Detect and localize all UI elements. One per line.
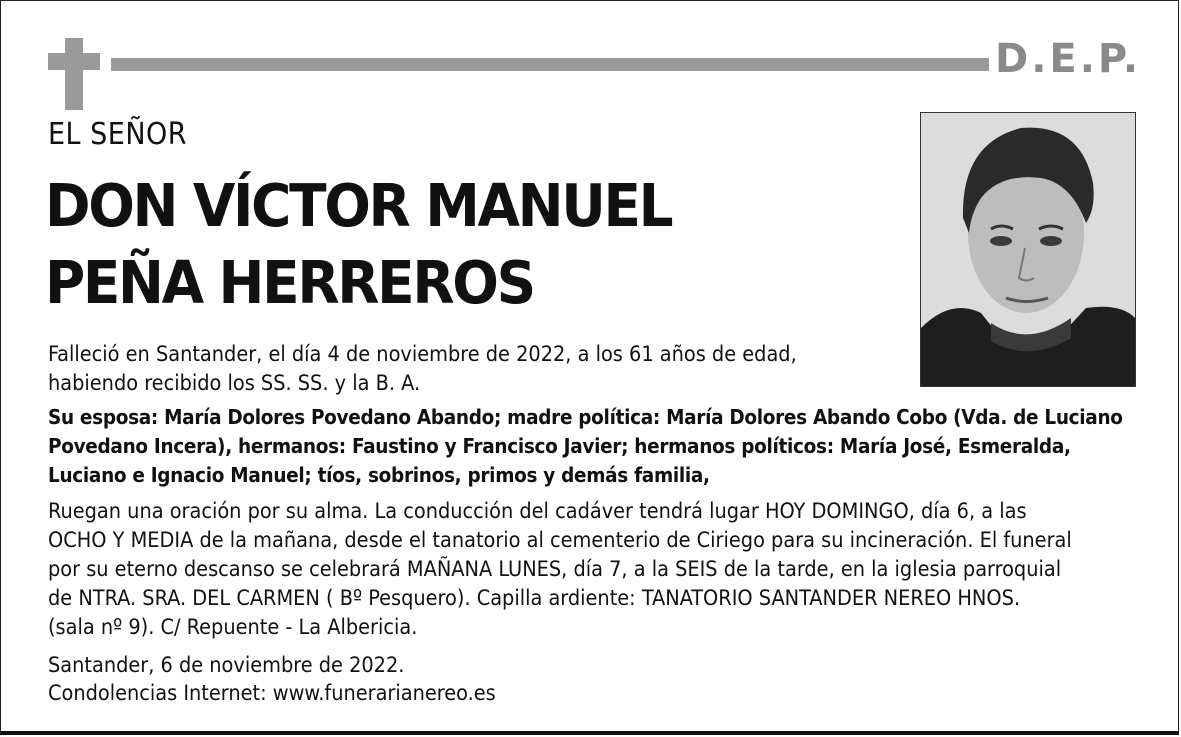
cross-icon — [48, 38, 100, 110]
deceased-name — [45, 167, 671, 321]
ceremony-line: de NTRA. SRA. DEL CARMEN ( Bº Pesquero). Capilla ardiente: TANATORIO SANTANDER NEREO HNOS. — [48, 586, 1021, 611]
place-date-line: Santander, 6 de noviembre de 2022. — [48, 653, 405, 678]
dep-label: D.E.P. — [995, 36, 1142, 82]
family-line: Su esposa: María Dolores Povedano Abando; madre política: María Dolores Abando Cobo (Vda. de Luciano — [48, 405, 1123, 429]
passing-line: habiendo recibido los SS. SS. y la B. A. — [48, 371, 421, 396]
family-line: Luciano e Ignacio Manuel; tíos, sobrinos, primos y demás familia, — [48, 463, 710, 487]
passing-line: Falleció en Santander, el día 4 de noviembre de 2022, a los 61 años de edad, — [48, 342, 797, 367]
ceremony-line: Ruegan una oración por su alma. La conducción del cadáver tendrá lugar HOY DOMINGO, día 6, a las — [48, 499, 1027, 524]
deceased-name-line-1: DON VÍCTOR MANUEL — [45, 171, 672, 240]
ceremony-line: por su eterno descanso se celebrará MAÑANA LUNES, día 7, a la SEIS de la tarde, en la iglesia parroquial — [48, 557, 1062, 582]
passing-paragraph — [48, 340, 797, 398]
condolences-link[interactable]: Condolencias Internet: www.funerarianereo.es — [48, 681, 496, 706]
footer-paragraph — [48, 652, 496, 708]
header-rule — [111, 58, 989, 71]
honorific-title: EL SEÑOR — [48, 117, 188, 152]
ceremony-line: OCHO Y MEDIA de la mañana, desde el tanatorio al cementerio de Ciriego para su incineración. El funeral — [48, 528, 1072, 553]
deceased-portrait-photo — [920, 112, 1136, 387]
deceased-name-line-2: PEÑA HERREROS — [45, 248, 534, 317]
ceremony-paragraph — [48, 497, 1072, 642]
family-paragraph — [48, 403, 1123, 490]
family-line: Povedano Incera), hermanos: Faustino y Francisco Javier; hermanos políticos: María José, Esmeralda, — [48, 434, 1071, 458]
ceremony-line: (sala nº 9). C/ Repuente - La Albericia. — [48, 615, 418, 640]
